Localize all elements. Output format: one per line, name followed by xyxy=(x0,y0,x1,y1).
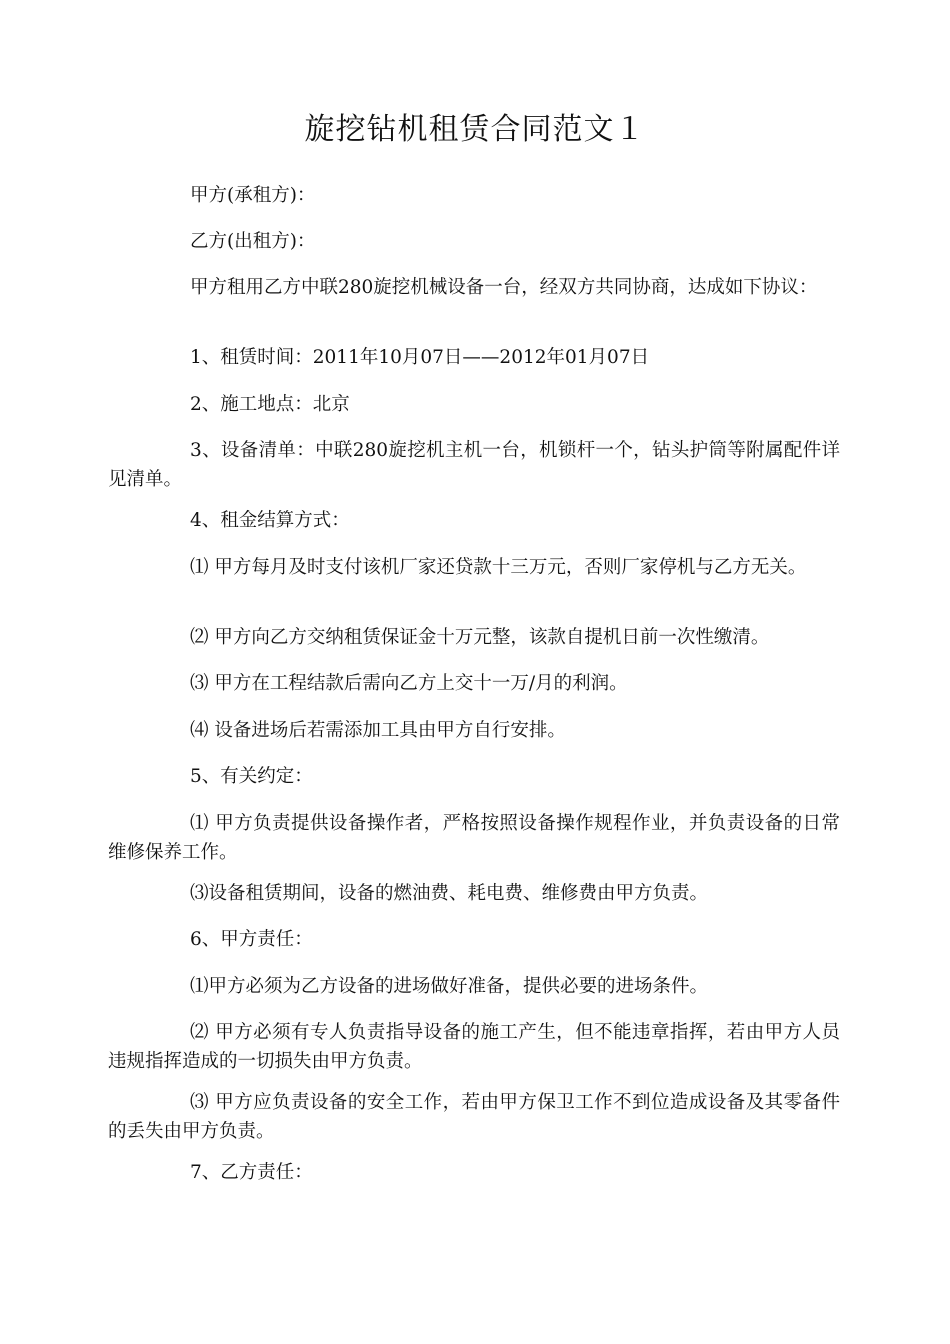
paragraph-clause-5: 5、有关约定： xyxy=(190,766,313,787)
document-title: 旋挖钻机租赁合同范文１ xyxy=(304,112,646,147)
paragraph-clause-4-item-4: ⑷ 设备进场后若需添加工具由甲方自行安排。 xyxy=(190,720,566,741)
paragraph-clause-1: 1、租赁时间：2011年10月07日——2012年01月07日 xyxy=(190,347,650,368)
paragraph-clause-2: 2、施工地点：北京 xyxy=(190,394,350,415)
paragraph-clause-6: 6、甲方责任： xyxy=(190,929,313,950)
paragraph-intro: 甲方租用乙方中联280旋挖机械设备一台，经双方共同协商，达成如下协议： xyxy=(190,277,818,298)
paragraph-clause-6-item-1: ⑴甲方必须为乙方设备的进场做好准备，提供必要的进场条件。 xyxy=(190,976,709,997)
paragraph-clause-6-item-2: ⑵ 甲方必须有专人负责指导设备的施工产生，但不能违章指挥，若由甲方人员违规指挥造成的一切损失由甲方负责。 xyxy=(108,1022,840,1072)
paragraph-clause-4: 4、租金结算方式： xyxy=(190,510,350,531)
paragraph-party-a: 甲方(承租方)： xyxy=(190,185,316,206)
paragraph-clause-7: 7、乙方责任： xyxy=(190,1162,313,1183)
paragraph-clause-3: 3、设备清单：中联280旋挖机主机一台，机锁杆一个，钻头护筒等附属配件详见清单。 xyxy=(108,440,840,490)
paragraph-clause-4-item-1: ⑴ 甲方每月及时支付该机厂家还贷款十三万元，否则厂家停机与乙方无关。 xyxy=(190,557,807,578)
paragraph-clause-5-item-3: ⑶设备租赁期间，设备的燃油费、耗电费、维修费由甲方负责。 xyxy=(190,883,709,904)
paragraph-clause-6-item-3: ⑶ 甲方应负责设备的安全工作，若由甲方保卫工作不到位造成设备及其零备件的丢失由甲方负责。 xyxy=(108,1092,840,1142)
paragraph-clause-5-item-1: ⑴ 甲方负责提供设备操作者，严格按照设备操作规程作业，并负责设备的日常维修保养工作。 xyxy=(108,813,840,863)
paragraph-party-b: 乙方(出租方)： xyxy=(190,231,316,252)
paragraph-clause-4-item-2: ⑵ 甲方向乙方交纳租赁保证金十万元整，该款自提机日前一次性缴清。 xyxy=(190,627,770,648)
paragraph-clause-4-item-3: ⑶ 甲方在工程结款后需向乙方上交十一万/月的利润。 xyxy=(190,673,628,694)
